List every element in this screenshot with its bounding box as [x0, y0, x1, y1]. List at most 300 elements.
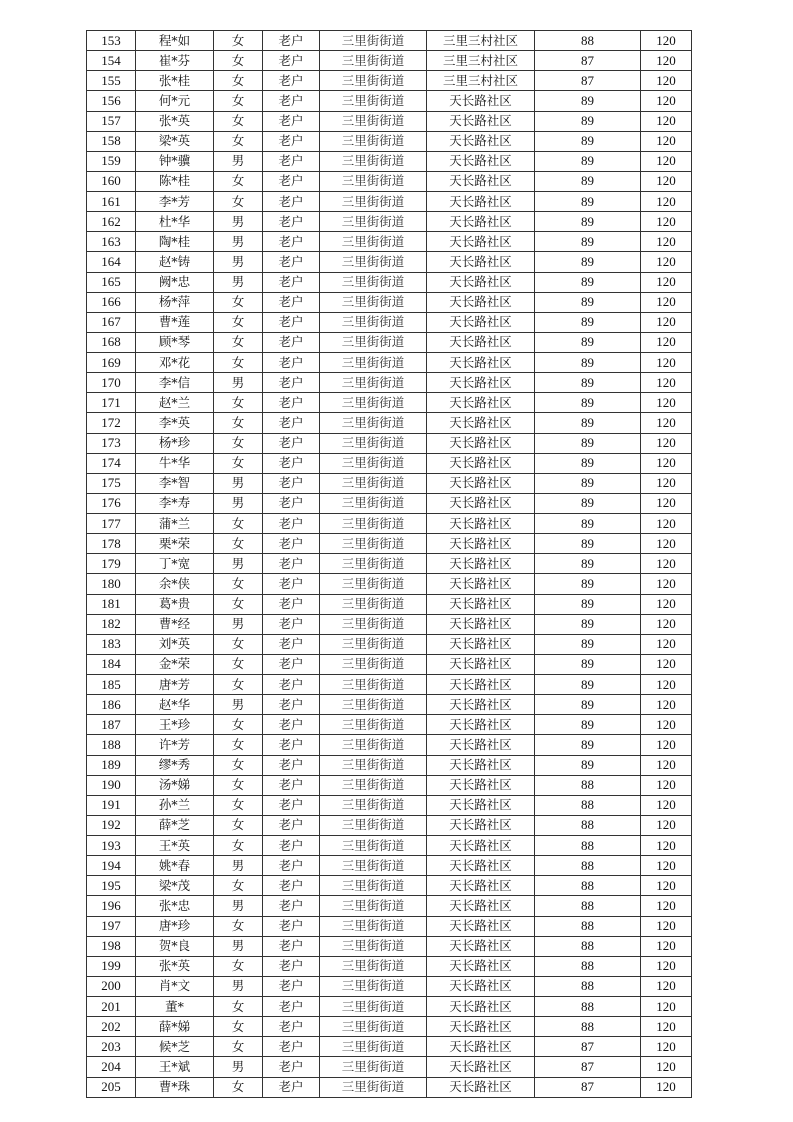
gender-cell: 女 — [214, 31, 263, 51]
community-cell: 天长路社区 — [427, 896, 535, 916]
age-cell: 89 — [535, 413, 641, 433]
gender-cell: 男 — [214, 554, 263, 574]
household-type-cell: 老户 — [263, 131, 320, 151]
age-cell: 89 — [535, 675, 641, 695]
age-cell: 89 — [535, 292, 641, 312]
row-number-cell: 167 — [87, 312, 136, 332]
resident-name-cell: 张*桂 — [136, 71, 214, 91]
table-row — [87, 735, 692, 755]
table-row — [87, 896, 692, 916]
resident-name-cell: 赵*华 — [136, 695, 214, 715]
street-cell: 三里街街道 — [320, 916, 427, 936]
amount-cell: 120 — [641, 534, 692, 554]
age-cell: 88 — [535, 1017, 641, 1037]
community-cell: 天长路社区 — [427, 1057, 535, 1077]
amount-cell: 120 — [641, 836, 692, 856]
gender-cell: 女 — [214, 675, 263, 695]
age-cell: 88 — [535, 856, 641, 876]
age-cell: 88 — [535, 31, 641, 51]
row-number-cell: 204 — [87, 1057, 136, 1077]
community-cell: 天长路社区 — [427, 654, 535, 674]
resident-name-cell: 候*芝 — [136, 1037, 214, 1057]
resident-name-cell: 何*元 — [136, 91, 214, 111]
gender-cell: 女 — [214, 51, 263, 71]
gender-cell: 女 — [214, 654, 263, 674]
resident-name-cell: 赵*兰 — [136, 393, 214, 413]
street-cell: 三里街街道 — [320, 453, 427, 473]
age-cell: 88 — [535, 836, 641, 856]
amount-cell: 120 — [641, 413, 692, 433]
age-cell: 89 — [535, 171, 641, 191]
community-cell: 天长路社区 — [427, 151, 535, 171]
household-type-cell: 老户 — [263, 71, 320, 91]
table-row — [87, 956, 692, 976]
table-row — [87, 51, 692, 71]
table-row — [87, 413, 692, 433]
community-cell: 天长路社区 — [427, 715, 535, 735]
row-number-cell: 199 — [87, 956, 136, 976]
household-type-cell: 老户 — [263, 856, 320, 876]
community-cell: 天长路社区 — [427, 614, 535, 634]
street-cell: 三里街街道 — [320, 856, 427, 876]
amount-cell: 120 — [641, 1077, 692, 1097]
age-cell: 87 — [535, 71, 641, 91]
row-number-cell: 160 — [87, 171, 136, 191]
age-cell: 87 — [535, 1077, 641, 1097]
household-type-cell: 老户 — [263, 675, 320, 695]
resident-name-cell: 李*智 — [136, 473, 214, 493]
age-cell: 88 — [535, 896, 641, 916]
gender-cell: 女 — [214, 916, 263, 936]
resident-name-cell: 肖*文 — [136, 976, 214, 996]
street-cell: 三里街街道 — [320, 695, 427, 715]
household-type-cell: 老户 — [263, 715, 320, 735]
street-cell: 三里街街道 — [320, 755, 427, 775]
row-number-cell: 192 — [87, 815, 136, 835]
row-number-cell: 200 — [87, 976, 136, 996]
amount-cell: 120 — [641, 1037, 692, 1057]
amount-cell: 120 — [641, 936, 692, 956]
gender-cell: 女 — [214, 534, 263, 554]
gender-cell: 男 — [214, 856, 263, 876]
household-type-cell: 老户 — [263, 815, 320, 835]
row-number-cell: 154 — [87, 51, 136, 71]
row-number-cell: 202 — [87, 1017, 136, 1037]
row-number-cell: 198 — [87, 936, 136, 956]
gender-cell: 男 — [214, 695, 263, 715]
row-number-cell: 183 — [87, 634, 136, 654]
street-cell: 三里街街道 — [320, 373, 427, 393]
gender-cell: 女 — [214, 1037, 263, 1057]
table-row — [87, 31, 692, 51]
amount-cell: 120 — [641, 453, 692, 473]
street-cell: 三里街街道 — [320, 252, 427, 272]
street-cell: 三里街街道 — [320, 715, 427, 735]
street-cell: 三里街街道 — [320, 775, 427, 795]
age-cell: 89 — [535, 91, 641, 111]
gender-cell: 女 — [214, 353, 263, 373]
community-cell: 天长路社区 — [427, 574, 535, 594]
gender-cell: 男 — [214, 212, 263, 232]
row-number-cell: 190 — [87, 775, 136, 795]
amount-cell: 120 — [641, 131, 692, 151]
resident-name-cell: 唐*珍 — [136, 916, 214, 936]
age-cell: 89 — [535, 312, 641, 332]
table-row — [87, 795, 692, 815]
table-row — [87, 252, 692, 272]
amount-cell: 120 — [641, 695, 692, 715]
row-number-cell: 163 — [87, 232, 136, 252]
amount-cell: 120 — [641, 997, 692, 1017]
amount-cell: 120 — [641, 574, 692, 594]
table-row — [87, 232, 692, 252]
age-cell: 88 — [535, 775, 641, 795]
row-number-cell: 175 — [87, 473, 136, 493]
amount-cell: 120 — [641, 252, 692, 272]
amount-cell: 120 — [641, 1057, 692, 1077]
household-type-cell: 老户 — [263, 1017, 320, 1037]
household-type-cell: 老户 — [263, 916, 320, 936]
street-cell: 三里街街道 — [320, 312, 427, 332]
age-cell: 89 — [535, 192, 641, 212]
street-cell: 三里街街道 — [320, 212, 427, 232]
street-cell: 三里街街道 — [320, 111, 427, 131]
resident-name-cell: 赵*铸 — [136, 252, 214, 272]
resident-name-cell: 邓*花 — [136, 353, 214, 373]
row-number-cell: 159 — [87, 151, 136, 171]
amount-cell: 120 — [641, 755, 692, 775]
household-type-cell: 老户 — [263, 353, 320, 373]
community-cell: 天长路社区 — [427, 936, 535, 956]
gender-cell: 女 — [214, 111, 263, 131]
community-cell: 天长路社区 — [427, 795, 535, 815]
gender-cell: 女 — [214, 433, 263, 453]
row-number-cell: 174 — [87, 453, 136, 473]
community-cell: 天长路社区 — [427, 815, 535, 835]
resident-name-cell: 牛*华 — [136, 453, 214, 473]
age-cell: 89 — [535, 634, 641, 654]
age-cell: 89 — [535, 453, 641, 473]
table-row — [87, 695, 692, 715]
community-cell: 天长路社区 — [427, 373, 535, 393]
row-number-cell: 164 — [87, 252, 136, 272]
row-number-cell: 196 — [87, 896, 136, 916]
table-row — [87, 815, 692, 835]
resident-name-cell: 刘*英 — [136, 634, 214, 654]
age-cell: 88 — [535, 876, 641, 896]
age-cell: 87 — [535, 1037, 641, 1057]
table-row — [87, 192, 692, 212]
household-type-cell: 老户 — [263, 1037, 320, 1057]
street-cell: 三里街街道 — [320, 514, 427, 534]
street-cell: 三里街街道 — [320, 91, 427, 111]
community-cell: 三里三村社区 — [427, 51, 535, 71]
household-type-cell: 老户 — [263, 51, 320, 71]
age-cell: 88 — [535, 956, 641, 976]
resident-name-cell: 王*珍 — [136, 715, 214, 735]
amount-cell: 120 — [641, 675, 692, 695]
community-cell: 天长路社区 — [427, 91, 535, 111]
resident-name-cell: 崔*芬 — [136, 51, 214, 71]
amount-cell: 120 — [641, 654, 692, 674]
community-cell: 天长路社区 — [427, 836, 535, 856]
community-cell: 天长路社区 — [427, 916, 535, 936]
community-cell: 天长路社区 — [427, 131, 535, 151]
community-cell: 天长路社区 — [427, 353, 535, 373]
resident-name-cell: 薛*芝 — [136, 815, 214, 835]
table-row — [87, 353, 692, 373]
community-cell: 三里三村社区 — [427, 71, 535, 91]
row-number-cell: 203 — [87, 1037, 136, 1057]
household-type-cell: 老户 — [263, 493, 320, 513]
table-row — [87, 997, 692, 1017]
amount-cell: 120 — [641, 473, 692, 493]
table-row — [87, 473, 692, 493]
street-cell: 三里街街道 — [320, 976, 427, 996]
row-number-cell: 165 — [87, 272, 136, 292]
amount-cell: 120 — [641, 876, 692, 896]
community-cell: 三里三村社区 — [427, 31, 535, 51]
household-type-cell: 老户 — [263, 413, 320, 433]
gender-cell: 女 — [214, 91, 263, 111]
community-cell: 天长路社区 — [427, 755, 535, 775]
resident-name-cell: 杨*珍 — [136, 433, 214, 453]
amount-cell: 120 — [641, 715, 692, 735]
gender-cell: 女 — [214, 1077, 263, 1097]
row-number-cell: 191 — [87, 795, 136, 815]
age-cell: 89 — [535, 473, 641, 493]
age-cell: 89 — [535, 514, 641, 534]
household-type-cell: 老户 — [263, 1057, 320, 1077]
row-number-cell: 185 — [87, 675, 136, 695]
amount-cell: 120 — [641, 614, 692, 634]
resident-name-cell: 葛*贵 — [136, 594, 214, 614]
street-cell: 三里街街道 — [320, 393, 427, 413]
household-type-cell: 老户 — [263, 373, 320, 393]
age-cell: 89 — [535, 755, 641, 775]
table-row — [87, 856, 692, 876]
amount-cell: 120 — [641, 634, 692, 654]
gender-cell: 女 — [214, 735, 263, 755]
household-type-cell: 老户 — [263, 574, 320, 594]
gender-cell: 女 — [214, 192, 263, 212]
gender-cell: 女 — [214, 312, 263, 332]
resident-name-cell: 缪*秀 — [136, 755, 214, 775]
household-type-cell: 老户 — [263, 212, 320, 232]
row-number-cell: 181 — [87, 594, 136, 614]
resident-name-cell: 李*信 — [136, 373, 214, 393]
amount-cell: 120 — [641, 594, 692, 614]
household-type-cell: 老户 — [263, 473, 320, 493]
resident-name-cell: 许*芳 — [136, 735, 214, 755]
community-cell: 天长路社区 — [427, 272, 535, 292]
table-row — [87, 936, 692, 956]
street-cell: 三里街街道 — [320, 574, 427, 594]
table-row — [87, 111, 692, 131]
table-row — [87, 91, 692, 111]
resident-name-cell: 唐*芳 — [136, 675, 214, 695]
amount-cell: 120 — [641, 735, 692, 755]
row-number-cell: 168 — [87, 332, 136, 352]
street-cell: 三里街街道 — [320, 1057, 427, 1077]
table-row — [87, 715, 692, 735]
community-cell: 天长路社区 — [427, 876, 535, 896]
row-number-cell: 172 — [87, 413, 136, 433]
gender-cell: 女 — [214, 1017, 263, 1037]
community-cell: 天长路社区 — [427, 111, 535, 131]
street-cell: 三里街街道 — [320, 151, 427, 171]
street-cell: 三里街街道 — [320, 51, 427, 71]
resident-name-cell: 阙*忠 — [136, 272, 214, 292]
gender-cell: 男 — [214, 976, 263, 996]
table-row — [87, 574, 692, 594]
household-type-cell: 老户 — [263, 272, 320, 292]
resident-name-cell: 李*寿 — [136, 493, 214, 513]
street-cell: 三里街街道 — [320, 292, 427, 312]
gender-cell: 女 — [214, 836, 263, 856]
street-cell: 三里街街道 — [320, 594, 427, 614]
resident-name-cell: 杨*萍 — [136, 292, 214, 312]
household-type-cell: 老户 — [263, 292, 320, 312]
household-type-cell: 老户 — [263, 332, 320, 352]
age-cell: 89 — [535, 594, 641, 614]
community-cell: 天长路社区 — [427, 493, 535, 513]
household-type-cell: 老户 — [263, 192, 320, 212]
table-row — [87, 151, 692, 171]
community-cell: 天长路社区 — [427, 192, 535, 212]
community-cell: 天长路社区 — [427, 292, 535, 312]
age-cell: 88 — [535, 997, 641, 1017]
gender-cell: 女 — [214, 171, 263, 191]
row-number-cell: 182 — [87, 614, 136, 634]
table-row — [87, 393, 692, 413]
age-cell: 88 — [535, 815, 641, 835]
age-cell: 87 — [535, 51, 641, 71]
amount-cell: 120 — [641, 31, 692, 51]
table-row — [87, 332, 692, 352]
table-row — [87, 614, 692, 634]
amount-cell: 120 — [641, 815, 692, 835]
gender-cell: 男 — [214, 493, 263, 513]
table-row — [87, 534, 692, 554]
street-cell: 三里街街道 — [320, 735, 427, 755]
household-type-cell: 老户 — [263, 393, 320, 413]
household-type-cell: 老户 — [263, 151, 320, 171]
table-row — [87, 272, 692, 292]
age-cell: 89 — [535, 534, 641, 554]
table-row — [87, 1037, 692, 1057]
resident-name-cell: 丁*宽 — [136, 554, 214, 574]
gender-cell: 女 — [214, 594, 263, 614]
resident-name-cell: 董* — [136, 997, 214, 1017]
resident-name-cell: 曹*珠 — [136, 1077, 214, 1097]
table-row — [87, 312, 692, 332]
age-cell: 88 — [535, 976, 641, 996]
street-cell: 三里街街道 — [320, 675, 427, 695]
roster-table-body — [87, 31, 692, 1098]
table-row — [87, 131, 692, 151]
household-type-cell: 老户 — [263, 654, 320, 674]
community-cell: 天长路社区 — [427, 976, 535, 996]
gender-cell: 女 — [214, 514, 263, 534]
street-cell: 三里街街道 — [320, 433, 427, 453]
amount-cell: 120 — [641, 1017, 692, 1037]
street-cell: 三里街街道 — [320, 956, 427, 976]
resident-name-cell: 汤*娣 — [136, 775, 214, 795]
household-type-cell: 老户 — [263, 1077, 320, 1097]
community-cell: 天长路社区 — [427, 473, 535, 493]
community-cell: 天长路社区 — [427, 1077, 535, 1097]
row-number-cell: 166 — [87, 292, 136, 312]
street-cell: 三里街街道 — [320, 896, 427, 916]
age-cell: 88 — [535, 916, 641, 936]
gender-cell: 男 — [214, 473, 263, 493]
amount-cell: 120 — [641, 976, 692, 996]
street-cell: 三里街街道 — [320, 876, 427, 896]
gender-cell: 男 — [214, 1057, 263, 1077]
street-cell: 三里街街道 — [320, 936, 427, 956]
gender-cell: 女 — [214, 453, 263, 473]
age-cell: 89 — [535, 373, 641, 393]
amount-cell: 120 — [641, 795, 692, 815]
community-cell: 天长路社区 — [427, 393, 535, 413]
street-cell: 三里街街道 — [320, 614, 427, 634]
household-type-cell: 老户 — [263, 997, 320, 1017]
row-number-cell: 171 — [87, 393, 136, 413]
roster-table — [86, 30, 692, 1098]
amount-cell: 120 — [641, 212, 692, 232]
table-row — [87, 373, 692, 393]
table-row — [87, 71, 692, 91]
resident-name-cell: 程*如 — [136, 31, 214, 51]
resident-name-cell: 张*英 — [136, 111, 214, 131]
household-type-cell: 老户 — [263, 936, 320, 956]
gender-cell: 男 — [214, 232, 263, 252]
household-type-cell: 老户 — [263, 695, 320, 715]
amount-cell: 120 — [641, 493, 692, 513]
table-row — [87, 554, 692, 574]
table-row — [87, 514, 692, 534]
community-cell: 天长路社区 — [427, 735, 535, 755]
community-cell: 天长路社区 — [427, 252, 535, 272]
age-cell: 87 — [535, 1057, 641, 1077]
table-row — [87, 212, 692, 232]
age-cell: 89 — [535, 232, 641, 252]
resident-name-cell: 栗*荣 — [136, 534, 214, 554]
household-type-cell: 老户 — [263, 171, 320, 191]
amount-cell: 120 — [641, 373, 692, 393]
row-number-cell: 161 — [87, 192, 136, 212]
row-number-cell: 156 — [87, 91, 136, 111]
resident-name-cell: 曹*莲 — [136, 312, 214, 332]
amount-cell: 120 — [641, 292, 692, 312]
gender-cell: 女 — [214, 332, 263, 352]
row-number-cell: 155 — [87, 71, 136, 91]
resident-name-cell: 梁*英 — [136, 131, 214, 151]
resident-name-cell: 贺*良 — [136, 936, 214, 956]
resident-name-cell: 余*侠 — [136, 574, 214, 594]
street-cell: 三里街街道 — [320, 1077, 427, 1097]
street-cell: 三里街街道 — [320, 31, 427, 51]
table-row — [87, 1077, 692, 1097]
household-type-cell: 老户 — [263, 534, 320, 554]
gender-cell: 女 — [214, 71, 263, 91]
amount-cell: 120 — [641, 956, 692, 976]
amount-cell: 120 — [641, 332, 692, 352]
resident-name-cell: 梁*茂 — [136, 876, 214, 896]
row-number-cell: 176 — [87, 493, 136, 513]
street-cell: 三里街街道 — [320, 272, 427, 292]
